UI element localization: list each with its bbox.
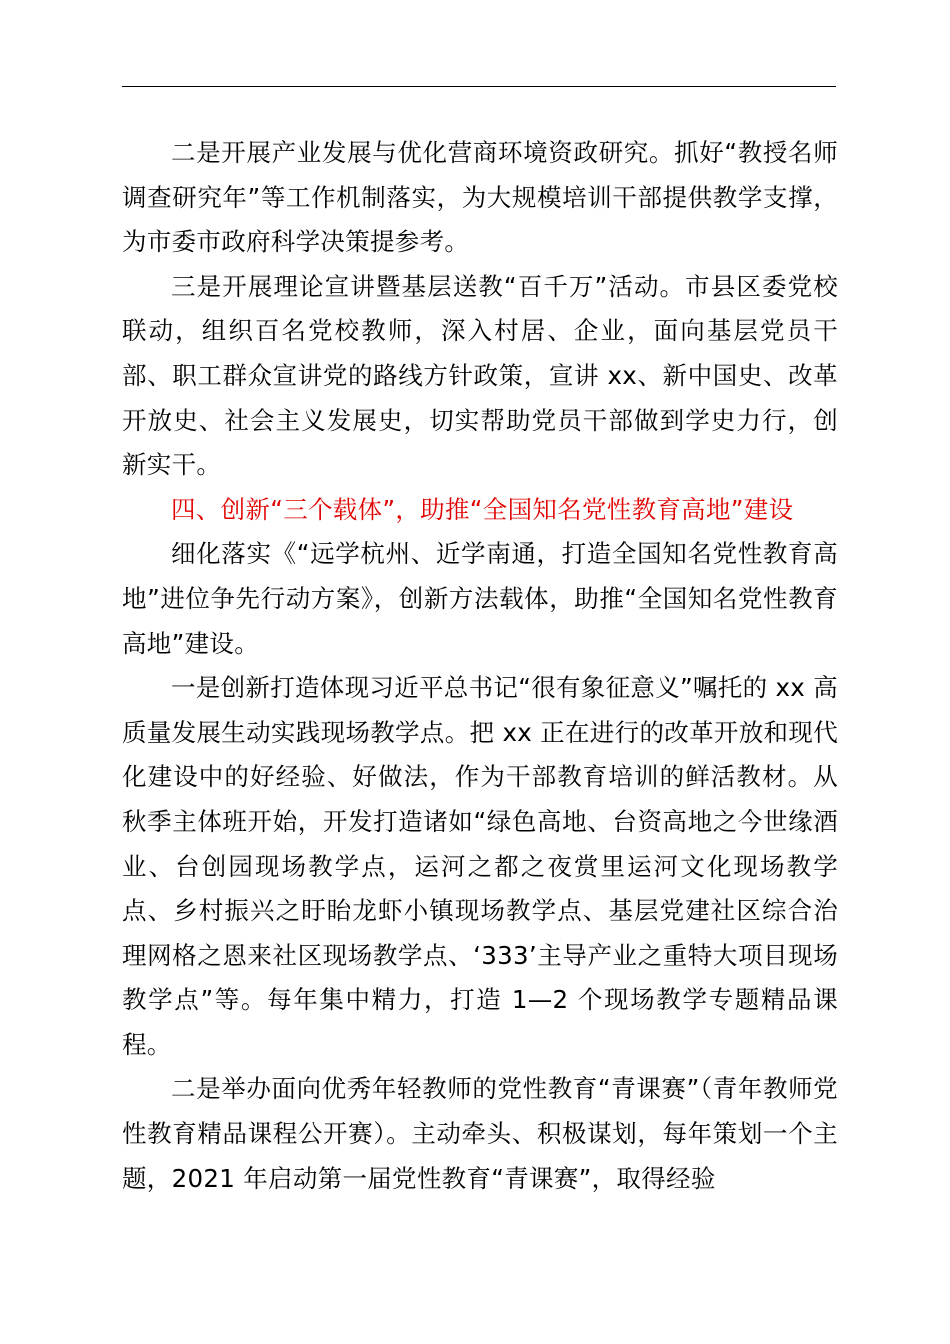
document-body (122, 131, 838, 1201)
paragraph-lecture: 三是开展理论宣讲暨基层送教“百千万”活动。市县区委党校联动，组织百名党校教师，深入村居、企业，面向基层党员干部、职工群众宣讲党的路线方针政策，宣讲 xx、新中国史、改革开放史、社会主义发展史，切实帮助党员干部做到学史力行，创新实干。 (122, 271, 838, 480)
paragraph-research: 二是开展产业发展与优化营商环境资政研究。抓好“教授名师调查研究年”等工作机制落实，为大规模培训干部提供教学支撑，为市委市政府科学决策提参考。 (122, 138, 838, 257)
section-heading: 四、创新“三个载体”，助推“全国知名党性教育高地”建设 (171, 494, 794, 524)
paragraph-teaching-sites: 一是创新打造体现习近平总书记“很有象征意义”嘱托的 xx 高质量发展生动实践现场教学点。把 xx 正在进行的改革开放和现代化建设中的好经验、好做法，作为干部教育培训的鲜活教材。从秋季主体班开始，开发打造诸如“绿色高地、台资高地之今世缘酒业、台创园现场教学点，运河之都之夜赏里运河文化现场教学点、乡村振兴之盱眙龙虾小镇现场教学点、基层党建社区综合治理网格之恩来社区现场教学点、‘333’主导产业之重特大项目现场教学点”等。每年集中精力，打造 1—2 个现场教学专题精品课程。 (122, 673, 838, 1059)
header-rule (122, 86, 836, 87)
paragraph-course-contest: 二是举办面向优秀年轻教师的党性教育“青课赛”（青年教师党性教育精品课程公开赛）。主动牵头、积极谋划，每年策划一个主题，2021 年启动第一届党性教育“青课赛”，取得经验 (122, 1074, 838, 1193)
paragraph-plan: 细化落实《“远学杭州、近学南通，打造全国知名党性教育高地”进位争先行动方案》，创新方法载体，助推“全国知名党性教育高地”建设。 (122, 539, 838, 658)
